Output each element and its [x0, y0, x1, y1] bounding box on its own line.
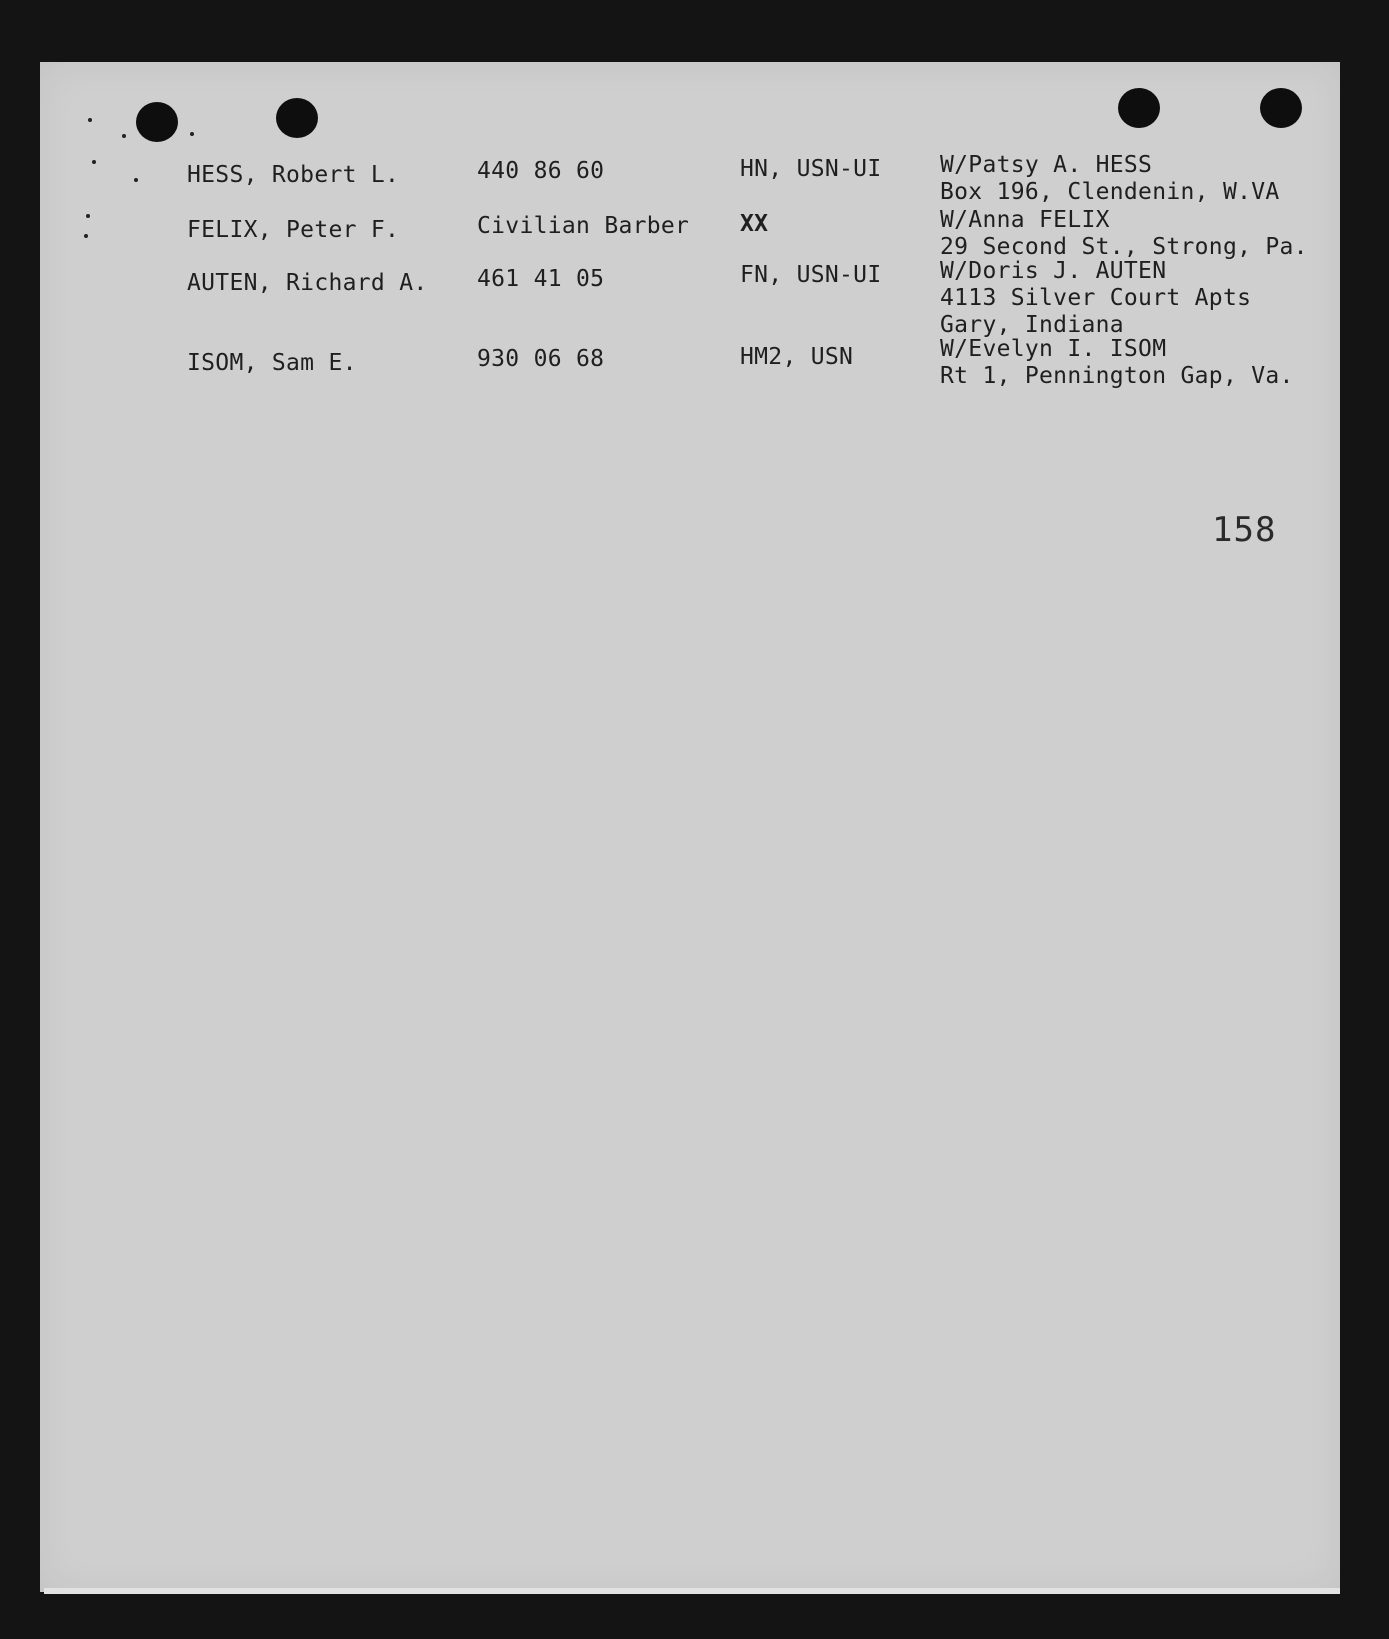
rate-cell: HN, USN-UI	[740, 156, 882, 182]
rate-cell: FN, USN-UI	[740, 262, 882, 288]
name-cell: HESS, Robert L.	[187, 162, 400, 188]
rate-cell: XX	[740, 211, 769, 237]
service-number-cell: 461 41 05	[477, 266, 605, 292]
name-cell: ISOM, Sam E.	[187, 350, 357, 376]
next-of-kin-line: W/Evelyn I. ISOM	[940, 336, 1167, 362]
next-of-kin-line: 29 Second St., Strong, Pa.	[940, 234, 1308, 260]
next-of-kin-line: 4113 Silver Court Apts	[940, 285, 1252, 311]
service-number-cell: Civilian Barber	[477, 213, 690, 239]
ink-speck	[190, 132, 194, 136]
next-of-kin-cell	[940, 152, 1310, 206]
next-of-kin-cell	[940, 258, 1310, 339]
paper-edge	[44, 1588, 1340, 1594]
ink-speck	[84, 234, 88, 238]
next-of-kin-line: W/Anna FELIX	[940, 207, 1110, 233]
ink-speck	[88, 118, 92, 122]
next-of-kin-cell	[940, 336, 1310, 390]
next-of-kin-line: Box 196, Clendenin, W.VA	[940, 179, 1280, 205]
next-of-kin-line: Gary, Indiana	[940, 312, 1124, 338]
service-number-cell: 440 86 60	[477, 158, 605, 184]
ink-speck	[134, 178, 138, 182]
document-page	[40, 62, 1340, 1592]
ink-speck	[92, 160, 96, 164]
service-number-cell: 930 06 68	[477, 346, 605, 372]
punch-hole	[136, 102, 178, 142]
next-of-kin-line: W/Patsy A. HESS	[940, 152, 1153, 178]
page-number: 158	[1212, 510, 1277, 550]
punch-hole	[276, 98, 318, 138]
ink-speck	[86, 214, 90, 218]
punch-hole	[1118, 88, 1160, 128]
name-cell: FELIX, Peter F.	[187, 217, 400, 243]
punch-hole	[1260, 88, 1302, 128]
next-of-kin-line: W/Doris J. AUTEN	[940, 258, 1167, 284]
rate-cell: HM2, USN	[740, 344, 854, 370]
next-of-kin-cell	[940, 207, 1310, 261]
next-of-kin-line: Rt 1, Pennington Gap, Va.	[940, 363, 1294, 389]
name-cell: AUTEN, Richard A.	[187, 270, 428, 296]
ink-speck	[122, 134, 126, 138]
